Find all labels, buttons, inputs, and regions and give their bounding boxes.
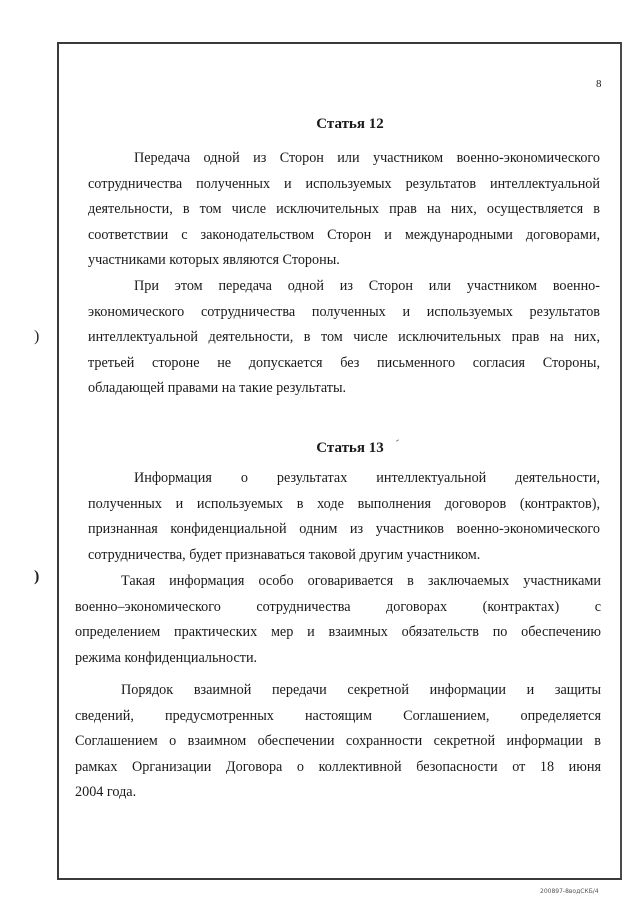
margin-bracket-mark: ): [34, 568, 40, 585]
text-line: интеллектуальной деятельности, в том числе исключительных прав на них,: [88, 329, 600, 345]
margin-bracket-mark: ): [34, 328, 40, 345]
text-line: Передача одной из Сторон или участником военно-экономического: [134, 150, 600, 166]
text-line: сотрудничества, будет признаваться таковой другим участником.: [88, 546, 481, 563]
text-line: соответствии с законодательством Сторон и международными договорами,: [88, 226, 600, 243]
page-number: 8: [596, 78, 602, 90]
text-line: Такая информация особо оговаривается в заключаемых участниками: [121, 573, 601, 589]
text-line: экономического сотрудничества полученных и используемых результатов: [88, 303, 600, 320]
text-line: режима конфиденциальности.: [75, 649, 258, 666]
text-line: сведений, предусмотренных настоящим Соглашением, определяется: [75, 707, 601, 724]
footer-document-code: 200897-8водСКБ/4: [540, 888, 599, 895]
article-13-paragraph-2: [75, 569, 601, 671]
text-line: третьей стороне не допускается без письменного согласия Стороны,: [88, 354, 600, 371]
article-12-paragraph-1: [88, 146, 600, 274]
text-line: обладающей правами на такие результаты.: [88, 380, 347, 396]
article-12-heading: Статья 12: [316, 116, 384, 132]
text-line: определением практических мер и взаимных обязательств по обеспечению: [75, 624, 601, 640]
text-line: Соглашением о взаимном обеспечении сохранности секретной информации в: [75, 733, 601, 749]
text-line: сотрудничества полученных и используемых результатов интеллектуальной: [88, 175, 600, 192]
text-line: участниками которых являются Стороны.: [88, 252, 340, 268]
article-13-heading: Статья 13: [316, 440, 384, 456]
article-13-paragraph-3: [75, 678, 601, 806]
article-12-paragraph-2: [88, 274, 600, 402]
article-13-paragraph-1: [88, 466, 600, 568]
text-line: Порядок взаимной передачи секретной информации и защиты: [121, 682, 601, 698]
text-line: полученных и используемых в ходе выполнения договоров (контрактов),: [88, 495, 600, 512]
text-line: военно–экономического сотрудничества договорах (контрактах) с: [75, 598, 601, 615]
text-line: 2004 года.: [75, 784, 137, 800]
text-line: При этом передача одной из Сторон или участником военно-: [134, 278, 600, 294]
text-line: признанная конфиденциальной одним из участников военно-экономического: [88, 521, 600, 537]
text-line: рамках Организации Договора о коллективной безопасности от 18 июня: [75, 758, 601, 775]
text-line: деятельности, в том числе исключительных прав на них, осуществляется в: [88, 201, 600, 217]
text-line: Информация о результатах интеллектуальной деятельности,: [134, 470, 600, 486]
